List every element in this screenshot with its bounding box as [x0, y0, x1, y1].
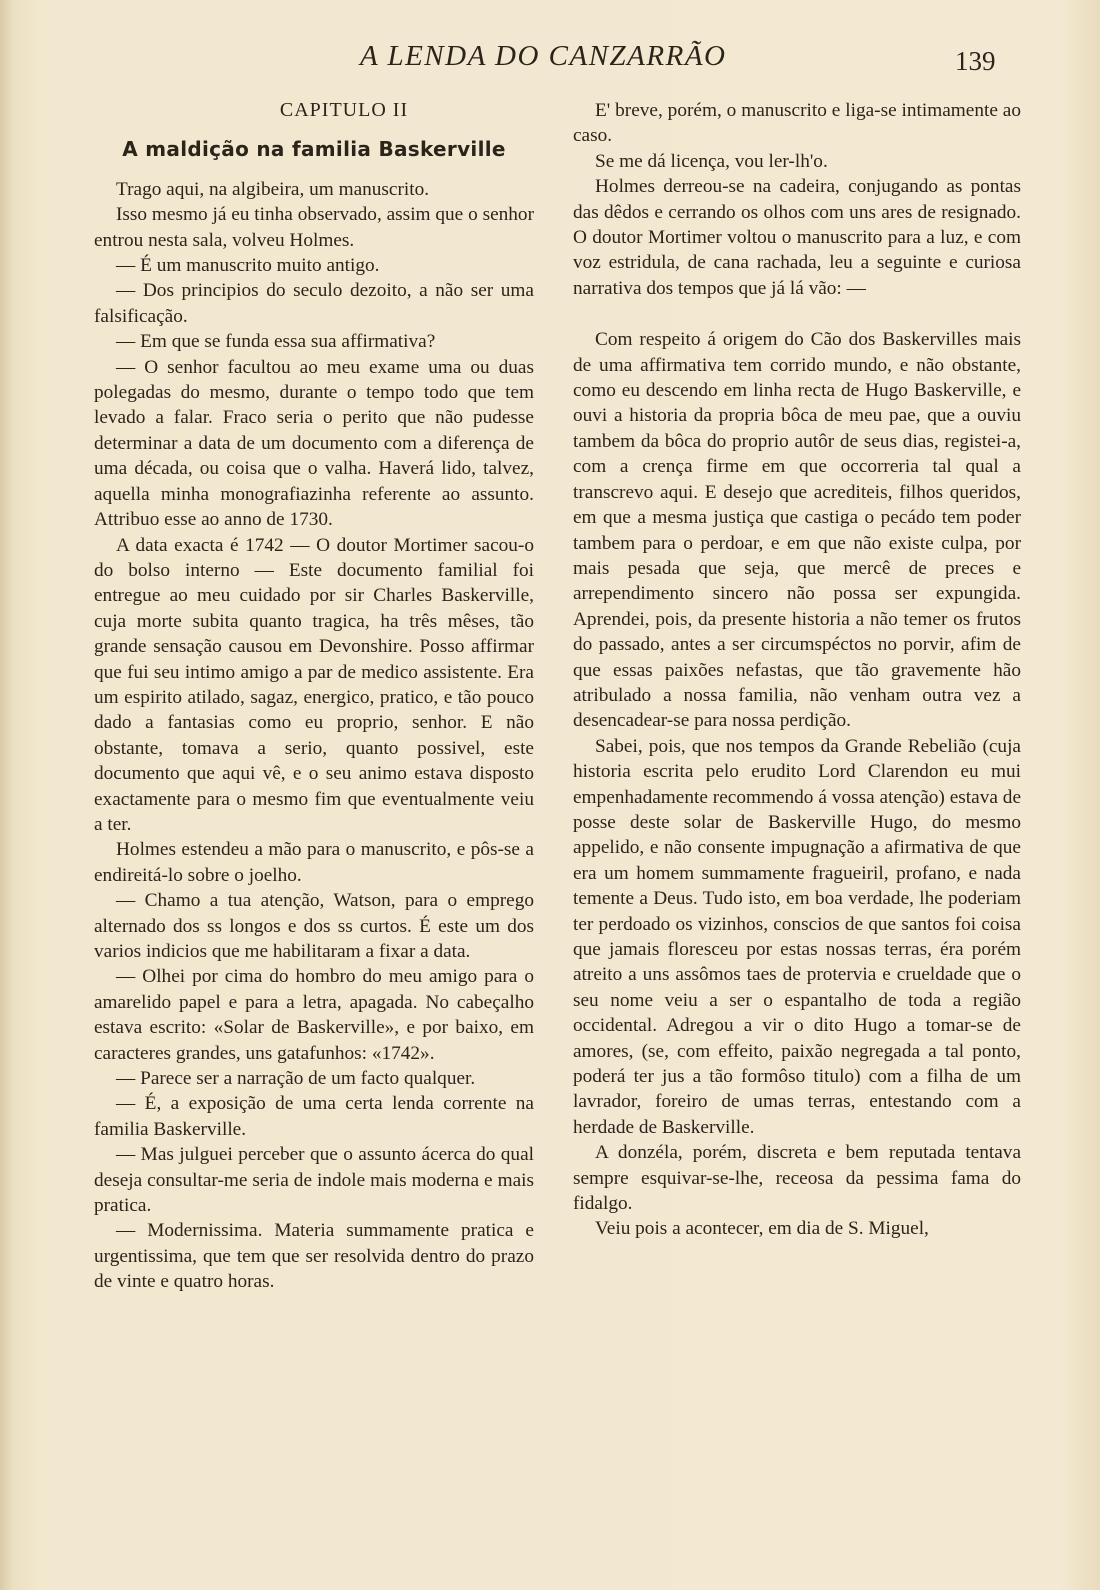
paragraph: — Em que se funda essa sua affirmativa?	[116, 331, 436, 353]
paragraph: — Olhei por cima do hombro do meu amigo para o amarelido papel e para a letra, apagada. No cabeçalho estava escrito: «Solar de Baskerville», e por baixo, em caracteres grandes, uns gatafunhos: «1742».	[94, 966, 534, 1064]
paragraph: Holmes estendeu a mão para o manuscrito, e pôs-se a endireitá-lo sobre o joelho.	[94, 839, 534, 886]
right-column	[573, 98, 1021, 1242]
paragraph: — Chamo a tua atenção, Watson, para o emprego alternado dos ss longos e dos ss curtos. É este um dos varios indicios que me habilitaram a fixar a data.	[94, 890, 534, 962]
paragraph: A donzéla, porém, discreta e bem reputada tentava sempre esquivar-se-lhe, receosa da pessima fama do fidalgo.	[573, 1142, 1021, 1215]
chapter-heading: CAPITULO II	[279, 99, 409, 121]
paragraph: — Parece ser a narração de um facto qualquer.	[116, 1068, 476, 1090]
paragraph: Com respeito á origem do Cão dos Baskervilles mais de uma affirmativa tem corrido mundo, e não obstante, como eu descendo em linha recta de Hugo Baskerville, e ouvi a historia da propria bôca de meu pae, que a ouviu tambem da bôca do proprio autôr de seus dias, registei-a, com a crença firme em que occorreria tal qual a transcrevo aqui. E desejo que acrediteis, filhos queridos, em que a mesma justiça que castiga o pecádo tem poder tambem para o perdoar, e em que não existe culpa, por mais pesada que seja, que mercê de preces e arrependimento sincero não possa ser expungida. Aprendei, pois, da presente historia a não temer os frutos do passado, antes a ser circumspéctos no porvir, afim de que essas paixões nefastas, que tão gravemente hão atribulado a nossa familia, não venham outra vez a desencadear-se para nossa perdição.	[573, 329, 1021, 732]
paragraph: — O senhor facultou ao meu exame uma ou duas polegadas do mesmo, durante o tempo todo que tem levado a falar. Fraco seria o perito que não pudesse determinar a data de um documento com a diferença de uma década, ou coisa que o valha. Haverá lido, talvez, aquella minha monografiazinha referente ao assunto. Attribuo esse ao anno de 1730.	[94, 356, 534, 531]
page-number: 139	[955, 46, 996, 76]
paragraph: Holmes derreou-se na cadeira, conjugando as pontas das dêdos e cerrando os olhos com uns ares de resignado. O doutor Mortimer voltou o manuscrito para a luz, e com voz estridula, de cana rachada, leu a seguinte e curiosa narrativa dos tempos que já lá vão: —	[573, 176, 1021, 299]
paragraph: — Modernissima. Materia summamente pratica e urgentissima, que tem que ser resolvida dentro do prazo de vinte e quatro horas.	[94, 1220, 534, 1293]
paragraph: Se me dá licença, vou ler-lh'o.	[595, 150, 828, 172]
paragraph: Isso mesmo já eu tinha observado, assim que o senhor entrou nesta sala, volveu Holmes.	[94, 204, 534, 251]
chapter-title: A maldição na familia Baskerville	[122, 137, 506, 162]
running-title: A LENDA DO CANZARRÃO	[360, 40, 727, 72]
paragraph: A data exacta é 1742 — O doutor Mortimer sacou-o do bolso interno — Este documento familial foi entregue ao meu cuidado por sir Charles Baskerville, cuja morte subita quanto tragica, ha três mêses, tão grande sensação causou em Devonshire. Posso affirmar que fui seu intimo amigo a par de medico assistente. Era um espirito atilado, sagaz, energico, pratico, e tão pouco dado a fantasias como eu proprio, senhor. E não obstante, tomava a serio, quanto possivel, este documento que aqui vê, e o seu animo estava disposto exactamente para o mesmo fim que eventualmente veiu a ter.	[94, 534, 534, 835]
paragraph: Trago aqui, na algibeira, um manuscrito.	[116, 178, 430, 200]
paragraph: — É um manuscrito muito antigo.	[116, 255, 380, 277]
paragraph: — É, a exposição de uma certa lenda corrente na familia Baskerville.	[94, 1093, 534, 1140]
left-column	[94, 98, 534, 1295]
running-head	[0, 40, 1100, 80]
paragraph: Veiu pois a acontecer, em dia de S. Miguel,	[595, 1218, 929, 1240]
paragraph: — Mas julguei perceber que o assunto ácerca do qual deseja consultar-me seria de indole mais moderna e mais pratica.	[94, 1144, 534, 1217]
section-break	[573, 301, 1021, 327]
paragraph: E' breve, porém, o manuscrito e liga-se intimamente ao caso.	[573, 100, 1021, 147]
paragraph: — Dos principios do seculo dezoito, a não ser uma falsificação.	[94, 280, 534, 327]
paragraph: Sabei, pois, que nos tempos da Grande Rebelião (cuja historia escrita pelo erudito Lord Clarendon eu mui empenhadamente recommendo á vossa atenção) estava de posse deste solar de Baskerville Hugo, do mesmo appelido, e não consente impugnação a afirmativa de que era um homem summamente fragueiril, profano, e nada temente a Deus. Tudo isto, em boa verdade, lhe poderiam ter perdoado os vizinhos, conscios de que santos foi coisa que jamais floresceu por estas nossas terras, éra porém atreito a uns assômos taes de protervia e crueldade que o seu nome veiu a ser o espantalho de toda a região occidental. Adregou a vir o dito Hugo a tomar-se de amores, (se, com effeito, paixão negregada a tal ponto, poderá ter jus a tão formôso titulo) com a filha de um lavrador, foreiro de umas terras, entestando com a herdade de Baskerville.	[573, 735, 1021, 1138]
